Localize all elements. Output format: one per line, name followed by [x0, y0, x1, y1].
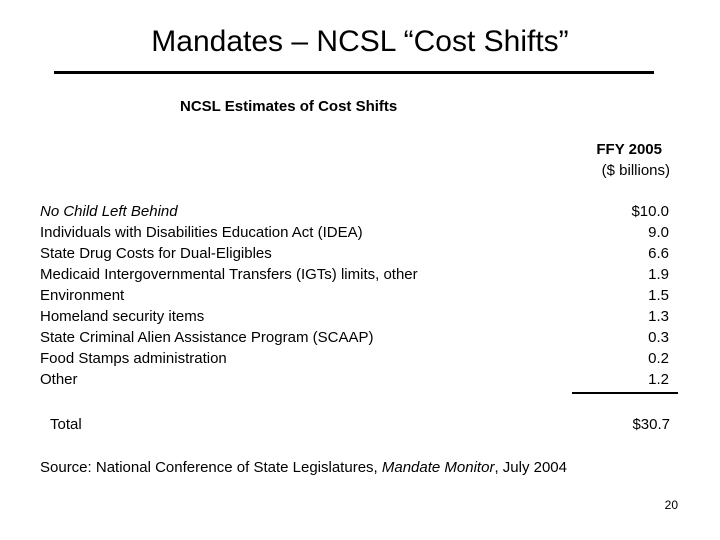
row-label: Medicaid Intergovernmental Transfers (IGTs) limits, other: [40, 266, 418, 283]
table-row: [40, 201, 670, 222]
table-row: [40, 222, 670, 243]
row-value: 1.3: [648, 308, 669, 325]
row-value: $10.0: [631, 203, 669, 220]
total-label: Total: [50, 416, 82, 433]
table-row: [40, 264, 670, 285]
row-value: 0.2: [648, 350, 669, 367]
table-subtitle: NCSL Estimates of Cost Shifts: [180, 98, 398, 115]
source-note: [40, 457, 567, 478]
row-value: 1.9: [648, 266, 669, 283]
row-value: 1.5: [648, 287, 669, 304]
row-value: 6.6: [648, 245, 669, 262]
column-unit: ($ billions): [601, 162, 670, 179]
page-number: 20: [664, 498, 678, 512]
row-value: 0.3: [648, 329, 669, 346]
source-suffix: , July 2004: [494, 459, 567, 476]
row-value: 9.0: [648, 224, 669, 241]
sum-divider: [572, 392, 678, 394]
row-label: Food Stamps administration: [40, 350, 227, 367]
row-label: Homeland security items: [40, 308, 205, 325]
title-divider: [54, 71, 654, 74]
table-row: [40, 327, 670, 348]
row-label: Individuals with Disabilities Education Act (IDEA): [40, 224, 363, 241]
table-row: [40, 306, 670, 327]
slide-title: Mandates – NCSL “Cost Shifts”: [151, 25, 569, 58]
table-row: [40, 348, 670, 369]
column-header: FFY 2005: [596, 141, 662, 158]
row-label: State Criminal Alien Assistance Program (SCAAP): [40, 329, 374, 346]
source-publication: Mandate Monitor: [381, 459, 495, 476]
table-row: [40, 285, 670, 306]
cost-shift-table: [40, 201, 670, 390]
row-label: Other: [40, 371, 78, 388]
table-row: [40, 369, 670, 390]
row-label: Environment: [40, 287, 125, 304]
row-label: No Child Left Behind: [40, 203, 178, 220]
table-row: [40, 243, 670, 264]
source-prefix: Source: National Conference of State Legislatures,: [40, 459, 382, 476]
row-value: 1.2: [648, 371, 669, 388]
total-row: [40, 414, 670, 435]
row-label: State Drug Costs for Dual-Eligibles: [40, 245, 272, 262]
total-value: $30.7: [632, 416, 670, 433]
